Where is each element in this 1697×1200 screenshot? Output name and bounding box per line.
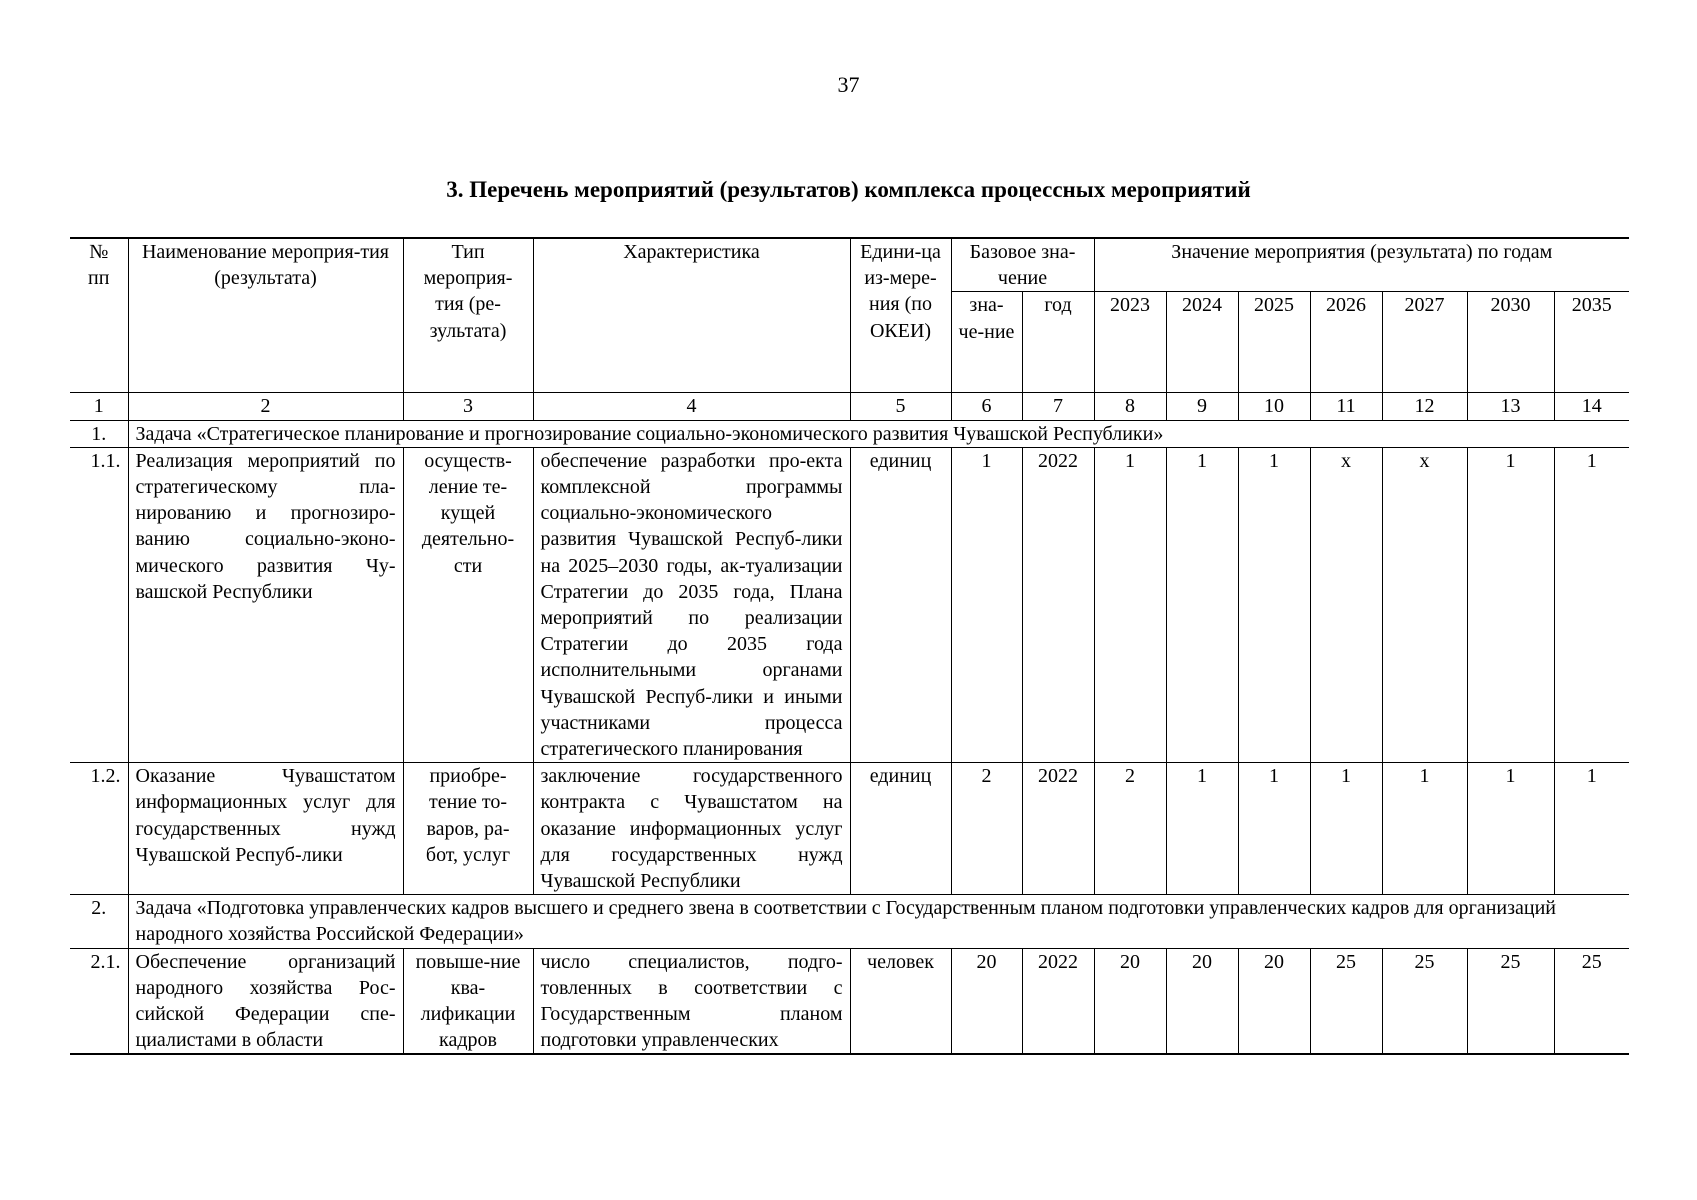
column-number: 2: [128, 393, 403, 420]
measure-base-value: 1: [951, 447, 1022, 762]
measure-unit: единиц: [850, 763, 951, 895]
measure-number: 1.1.: [70, 447, 128, 762]
header-years: Значение мероприятия (результата) по годам: [1094, 238, 1629, 292]
measure-year-value: 2: [1094, 763, 1166, 895]
measure-year-value: 1: [1166, 447, 1238, 762]
task-text: Задача «Стратегическое планирование и прогнозирование социально-экономического развития Чувашской Республики»: [128, 420, 1629, 447]
task-number: 2.: [70, 895, 128, 948]
document-title: 3. Перечень мероприятий (результатов) комплекса процессных мероприятий: [446, 177, 1251, 202]
measure-year-value: 25: [1310, 948, 1382, 1054]
header-year: 2026: [1310, 292, 1382, 393]
measure-base-year: 2022: [1022, 447, 1094, 762]
column-number: 7: [1022, 393, 1094, 420]
measure-year-value: 1: [1467, 447, 1554, 762]
measure-name: Оказание Чувашстатом информационных услуг для государственных нужд Чувашской Респуб-лики: [128, 763, 403, 895]
measure-year-value: 20: [1238, 948, 1310, 1054]
measure-year-value: 1: [1310, 763, 1382, 895]
measure-type: приобре-тение то-варов, ра-бот, услуг: [403, 763, 533, 895]
measure-year-value: 1: [1554, 763, 1629, 895]
task-number: 1.: [70, 420, 128, 447]
column-number: 6: [951, 393, 1022, 420]
header-year: 2025: [1238, 292, 1310, 393]
header-characteristic: Характеристика: [533, 238, 850, 393]
page-number: 37: [837, 72, 860, 97]
column-number: 10: [1238, 393, 1310, 420]
header-name: Наименование мероприя-тия (результата): [128, 238, 403, 393]
column-number: 8: [1094, 393, 1166, 420]
header-number: № пп: [70, 238, 128, 393]
measure-base-value: 20: [951, 948, 1022, 1054]
column-number: 4: [533, 393, 850, 420]
header-year: 2030: [1467, 292, 1554, 393]
measure-base-year: 2022: [1022, 763, 1094, 895]
header-unit: Едини-ца из-мере-ния (по ОКЕИ): [850, 238, 951, 393]
measure-year-value: 25: [1467, 948, 1554, 1054]
measure-base-year: 2022: [1022, 948, 1094, 1054]
measure-year-value: 1: [1554, 447, 1629, 762]
measure-characteristic: число специалистов, подго-товленных в соответствии с Государственным планом подготовки управленческих: [533, 948, 850, 1054]
column-numbers-row: [70, 393, 1629, 420]
column-number: 3: [403, 393, 533, 420]
measure-number: 1.2.: [70, 763, 128, 895]
header-type: Тип мероприя-тия (ре-зультата): [403, 238, 533, 393]
header-year: 2023: [1094, 292, 1166, 393]
measure-row: [70, 763, 1629, 895]
column-number: 5: [850, 393, 951, 420]
measure-year-value: 25: [1382, 948, 1467, 1054]
task-text: Задача «Подготовка управленческих кадров высшего и среднего звена в соответствии с Государственным планом подготовки управленческих кадров для организаций народного хозяйства Российской Федерации»: [128, 895, 1629, 948]
measure-type: осуществ-ление те-кущей деятельно-сти: [403, 447, 533, 762]
measure-name: Реализация мероприятий по стратегическому пла-нированию и прогнозиро-ванию социально-эконо-мического развития Чу-вашской Республики: [128, 447, 403, 762]
measure-base-value: 2: [951, 763, 1022, 895]
task-row: [70, 895, 1629, 948]
measure-year-value: х: [1382, 447, 1467, 762]
header-row: [70, 238, 1629, 292]
header-base: Базовое зна-чение: [951, 238, 1094, 292]
measure-number: 2.1.: [70, 948, 128, 1054]
column-number: 12: [1382, 393, 1467, 420]
measure-characteristic: заключение государственного контракта с Чувашстатом на оказание информационных услуг для государственных нужд Чувашской Республики: [533, 763, 850, 895]
measure-unit: единиц: [850, 447, 951, 762]
measure-year-value: 1: [1094, 447, 1166, 762]
measure-year-value: 20: [1166, 948, 1238, 1054]
column-number: 13: [1467, 393, 1554, 420]
measure-type: повыше-ние ква-лификации кадров: [403, 948, 533, 1054]
column-number: 14: [1554, 393, 1629, 420]
header-year: 2027: [1382, 292, 1467, 393]
measure-year-value: 20: [1094, 948, 1166, 1054]
column-number: 1: [70, 393, 128, 420]
header-year: 2024: [1166, 292, 1238, 393]
measure-year-value: х: [1310, 447, 1382, 762]
header-base-value: зна-че-ние: [951, 292, 1022, 393]
measure-row: [70, 948, 1629, 1054]
measure-name: Обеспечение организаций народного хозяйства Рос-сийской Федерации спе-циалистами в области: [128, 948, 403, 1054]
measures-table: [70, 237, 1629, 1055]
header-year: 2035: [1554, 292, 1629, 393]
column-number: 9: [1166, 393, 1238, 420]
measure-year-value: 1: [1382, 763, 1467, 895]
task-row: [70, 420, 1629, 447]
measure-year-value: 1: [1166, 763, 1238, 895]
measure-year-value: 1: [1238, 763, 1310, 895]
measure-year-value: 1: [1238, 447, 1310, 762]
measure-unit: человек: [850, 948, 951, 1054]
measure-year-value: 1: [1467, 763, 1554, 895]
measure-year-value: 25: [1554, 948, 1629, 1054]
measure-row: [70, 447, 1629, 762]
header-base-year: год: [1022, 292, 1094, 393]
column-number: 11: [1310, 393, 1382, 420]
measure-characteristic: обеспечение разработки про-екта комплексной программы социально-экономического развития Чувашской Респуб-лики на 2025–2030 годы, ак-туализации Стратегии до 2035 года, Плана мероприятий по реализации Стратегии до 2035 года исполнительными органами Чувашской Респуб-лики и иными участниками процесса стратегического планирования: [533, 447, 850, 762]
